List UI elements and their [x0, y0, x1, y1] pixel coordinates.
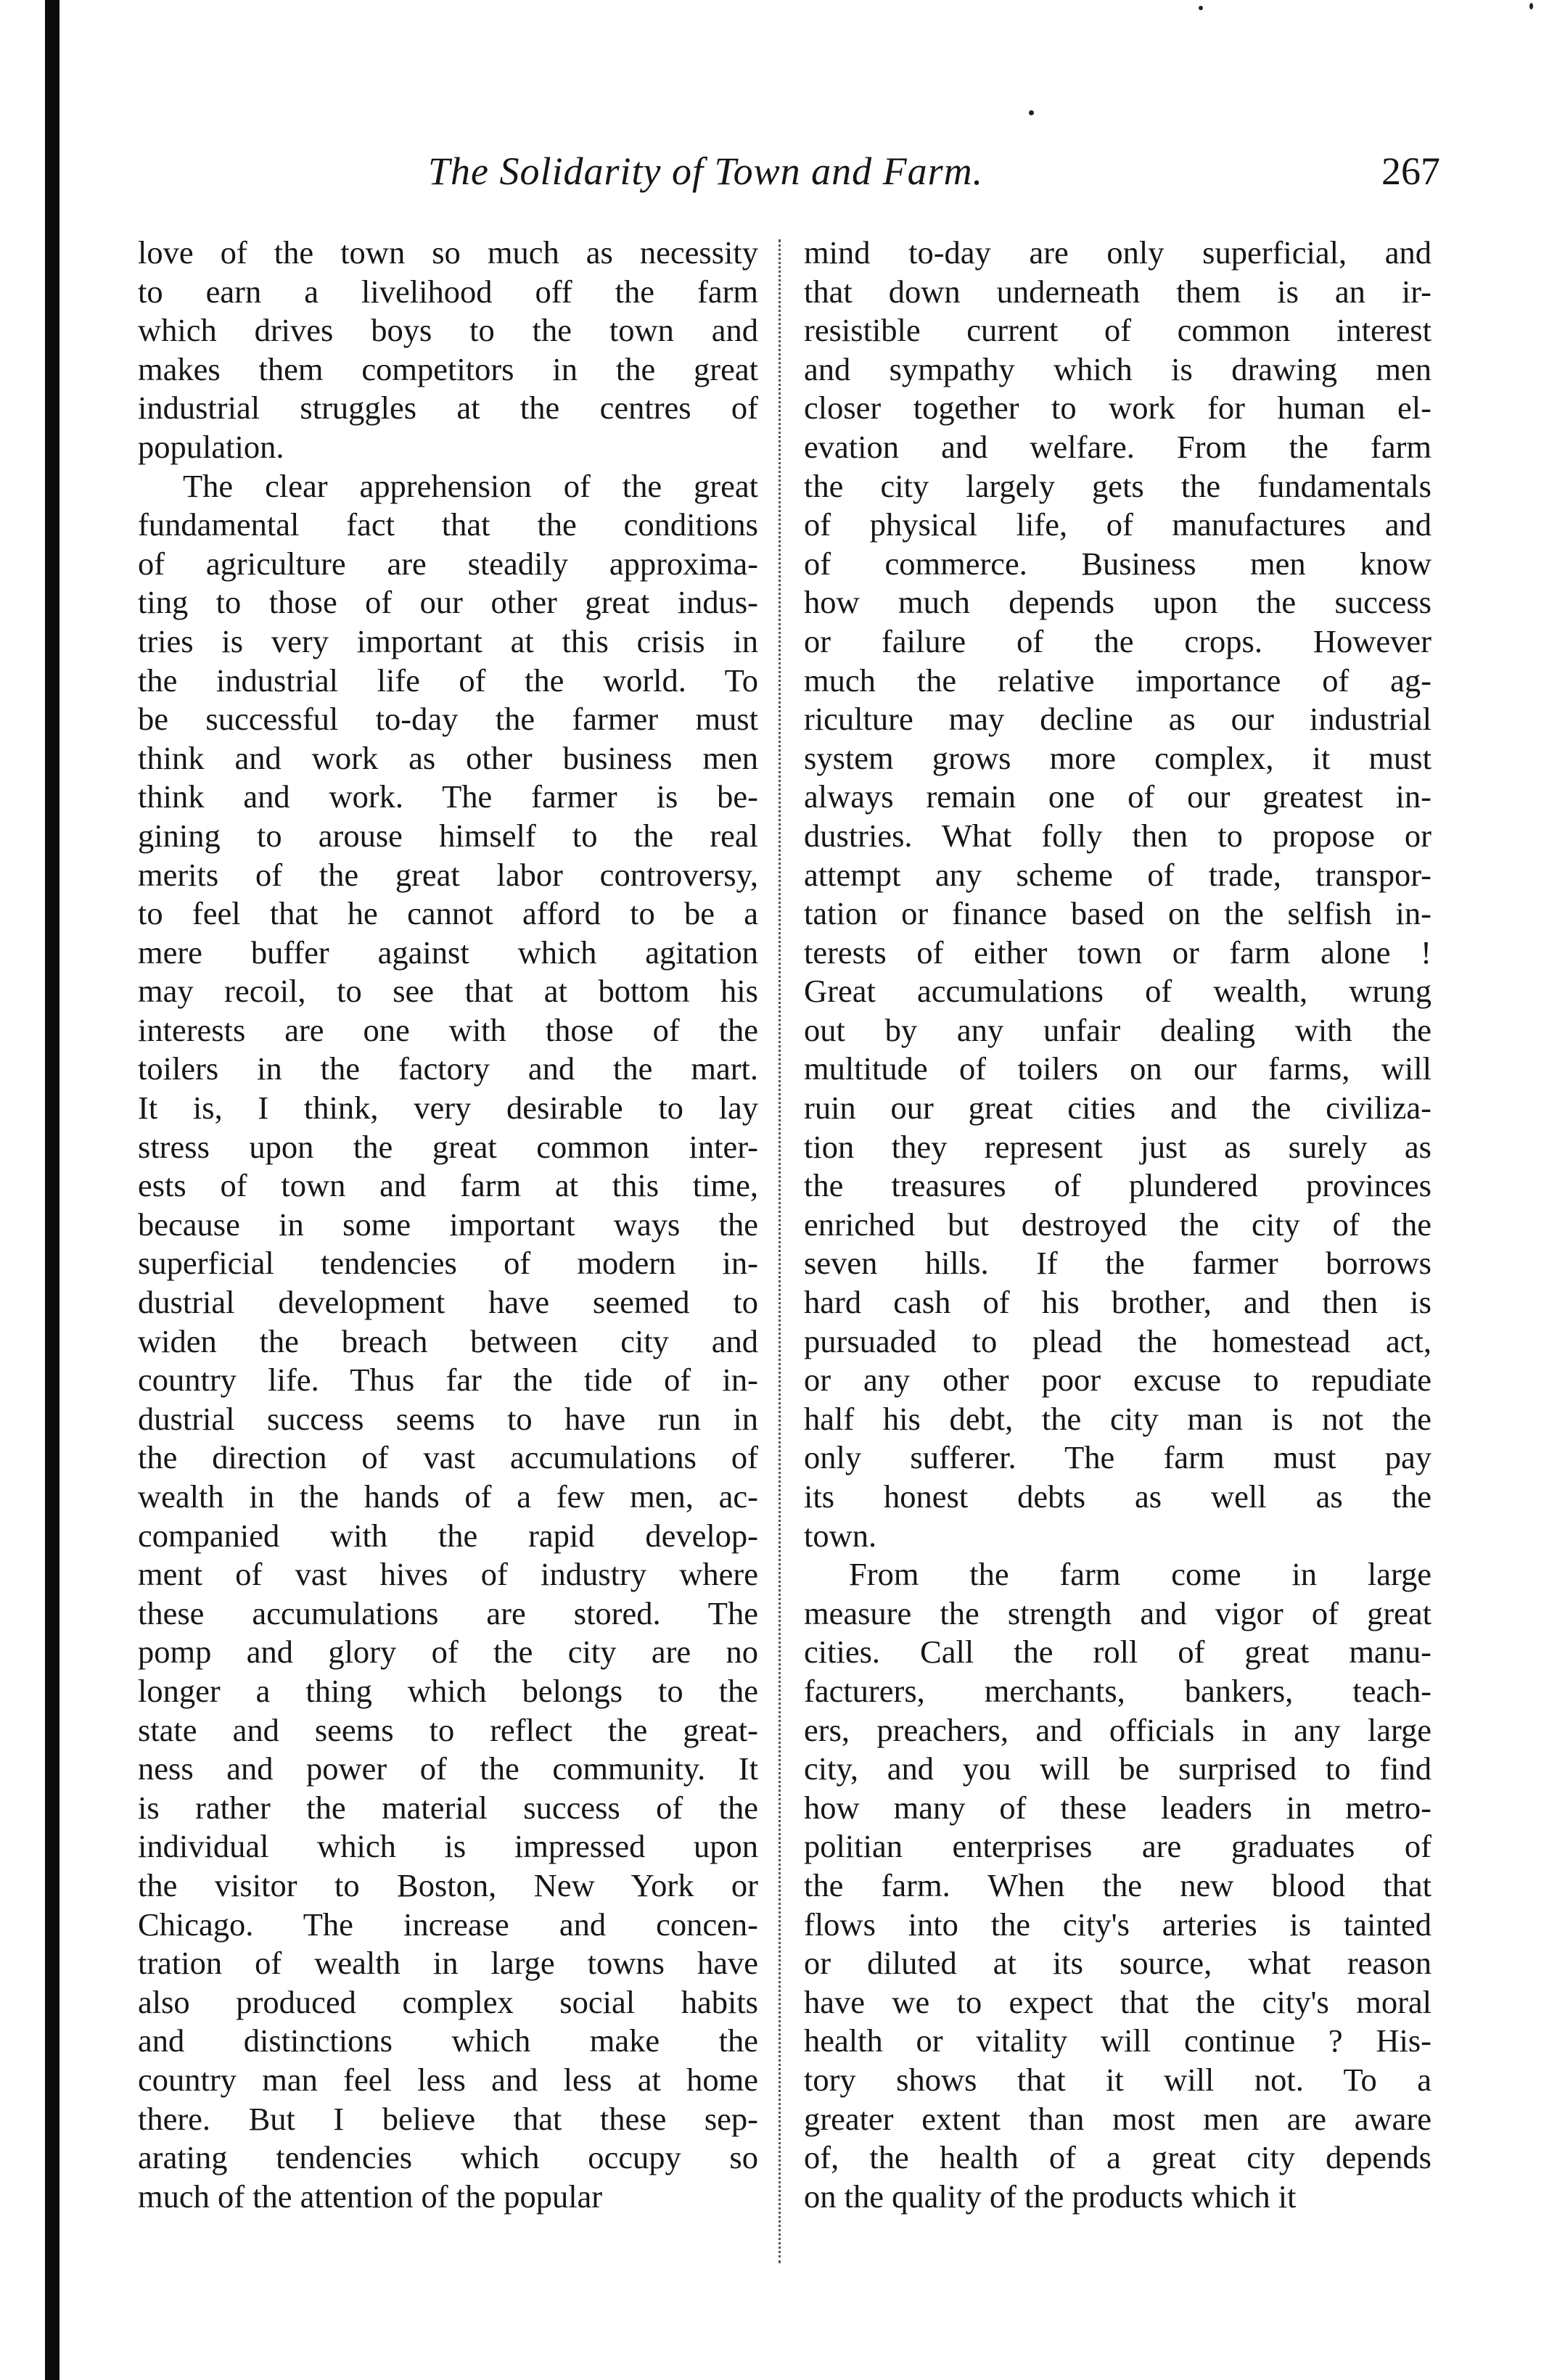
text-line: on the quality of the products which it — [804, 2178, 1297, 2215]
text-line: tries is very important at this crisis in — [138, 622, 758, 659]
text-line: that down underneath them is an ir- — [804, 273, 1431, 310]
text-line: much of the attention of the popular — [138, 2178, 603, 2215]
text-line: ness and power of the community. It — [138, 1750, 758, 1787]
text-line: superficial tendencies of modern in- — [138, 1245, 758, 1282]
text-line: mind to-day are only superficial, and — [804, 234, 1431, 271]
text-line: population. — [138, 428, 284, 465]
text-line: It is, I think, very desirable to lay — [138, 1090, 758, 1127]
text-line: interests are one with those of the — [138, 1011, 758, 1048]
text-line: attempt any scheme of trade, transpor- — [804, 856, 1431, 893]
text-line: also produced complex social habits — [138, 1983, 758, 2020]
text-line: hard cash of his brother, and then is — [804, 1284, 1431, 1321]
text-line: or failure of the crops. However — [804, 622, 1431, 659]
page-header — [428, 149, 1440, 207]
text-line: widen the breach between city and — [138, 1322, 758, 1359]
text-line: how much depends upon the success — [804, 584, 1431, 621]
scan-speck — [1529, 3, 1533, 9]
text-line: the visitor to Boston, New York or — [138, 1866, 758, 1903]
text-line: terests of either town or farm alone ! — [804, 934, 1431, 971]
text-line: much the relative importance of ag- — [804, 662, 1431, 699]
text-line: individual which is impressed upon — [138, 1828, 758, 1865]
text-line: think and work. The farmer is be- — [138, 778, 758, 815]
text-line: toilers in the factory and the mart. — [138, 1050, 758, 1087]
text-line: dustrial success seems to have run in — [138, 1400, 758, 1437]
text-line: fundamental fact that the conditions — [138, 506, 758, 543]
text-line: ment of vast hives of industry where — [138, 1556, 758, 1593]
text-line: of agriculture are steadily approxima- — [138, 545, 758, 582]
text-line: ers, preachers, and officials in any large — [804, 1711, 1431, 1748]
text-line: of physical life, of manufactures and — [804, 506, 1431, 543]
text-line: only sufferer. The farm must pay — [804, 1439, 1431, 1476]
text-line: makes them competitors in the great — [138, 350, 758, 387]
text-line: riculture may decline as our industrial — [804, 701, 1431, 738]
text-line: how many of these leaders in metro- — [804, 1789, 1431, 1826]
left-text-column — [138, 234, 758, 2216]
text-line: industrial struggles at the centres of — [138, 390, 758, 427]
book-spine-shadow — [45, 0, 59, 2380]
text-line: tation or finance based on the selfish in- — [804, 895, 1431, 932]
text-line: the industrial life of the world. To — [138, 662, 758, 699]
text-line: always remain one of our greatest in- — [804, 778, 1431, 815]
text-line: enriched but destroyed the city of the — [804, 1206, 1431, 1243]
text-line: wealth in the hands of a few men, ac- — [138, 1478, 758, 1515]
text-line: The clear apprehension of the great — [183, 467, 758, 504]
text-line: tration of wealth in large towns have — [138, 1945, 758, 1982]
text-line: evation and welfare. From the farm — [804, 428, 1431, 465]
text-line: out by any unfair dealing with the — [804, 1011, 1431, 1048]
text-line: closer together to work for human el- — [804, 390, 1431, 427]
text-line: cities. Call the roll of great manu- — [804, 1634, 1431, 1671]
text-line: to feel that he cannot afford to be a — [138, 895, 758, 932]
text-line: dustrial development have seemed to — [138, 1284, 758, 1321]
text-line: tory shows that it will not. To a — [804, 2061, 1431, 2098]
text-line: dustries. What folly then to propose or — [804, 817, 1431, 854]
text-line: be successful to-day the farmer must — [138, 701, 758, 738]
text-line: measure the strength and vigor of great — [804, 1594, 1431, 1631]
text-line: may recoil, to see that at bottom his — [138, 973, 758, 1010]
text-line: resistible current of common interest — [804, 312, 1431, 349]
text-line: arating tendencies which occupy so — [138, 2139, 758, 2176]
text-line: merits of the great labor controversy, — [138, 856, 758, 893]
text-line: longer a thing which belongs to the — [138, 1672, 758, 1709]
text-line: seven hills. If the farmer borrows — [804, 1245, 1431, 1282]
text-line: to earn a livelihood off the farm — [138, 273, 758, 310]
text-line: is rather the material success of the — [138, 1789, 758, 1826]
text-line: or any other poor excuse to repudiate — [804, 1362, 1431, 1399]
text-line: companied with the rapid develop- — [138, 1517, 758, 1554]
text-line: these accumulations are stored. The — [138, 1594, 758, 1631]
text-line: greater extent than most men are aware — [804, 2100, 1431, 2137]
text-line: gining to arouse himself to the real — [138, 817, 758, 854]
text-line: half his debt, the city man is not the — [804, 1400, 1431, 1437]
text-line: town. — [804, 1517, 877, 1554]
text-line: country life. Thus far the tide of in- — [138, 1362, 758, 1399]
text-line: stress upon the great common inter- — [138, 1128, 758, 1165]
text-line: of, the health of a great city depends — [804, 2139, 1431, 2176]
text-line: the farm. When the new blood that — [804, 1866, 1431, 1903]
text-line: facturers, merchants, bankers, teach- — [804, 1672, 1431, 1709]
text-line: and sympathy which is drawing men — [804, 350, 1431, 387]
page-number: 267 — [1381, 149, 1440, 193]
text-line: or diluted at its source, what reason — [804, 1945, 1431, 1982]
text-line: Great accumulations of wealth, wrung — [804, 973, 1431, 1010]
text-line: love of the town so much as necessity — [138, 234, 758, 271]
text-line: its honest debts as well as the — [804, 1478, 1431, 1515]
text-line: country man feel less and less at home — [138, 2061, 758, 2098]
text-line: tion they represent just as surely as — [804, 1128, 1431, 1165]
text-line: multitude of toilers on our farms, will — [804, 1050, 1431, 1087]
text-line: which drives boys to the town and — [138, 312, 758, 349]
text-line: mere buffer against which agitation — [138, 934, 758, 971]
column-gutter-rule — [779, 239, 781, 2263]
scan-speck — [1199, 6, 1203, 10]
text-line: ting to those of our other great indus- — [138, 584, 758, 621]
text-line: state and seems to reflect the great- — [138, 1711, 758, 1748]
text-line: city, and you will be surprised to find — [804, 1750, 1431, 1787]
text-line: because in some important ways the — [138, 1206, 758, 1243]
text-line: there. But I believe that these sep- — [138, 2100, 758, 2137]
text-line: the city largely gets the fundamentals — [804, 467, 1431, 504]
text-line: From the farm come in large — [849, 1556, 1431, 1593]
text-line: Chicago. The increase and concen- — [138, 1906, 758, 1943]
text-line: of commerce. Business men know — [804, 545, 1431, 582]
text-line: health or vitality will continue ? His- — [804, 2022, 1431, 2059]
text-line: the direction of vast accumulations of — [138, 1439, 758, 1476]
text-line: have we to expect that the city's moral — [804, 1983, 1431, 2020]
running-title: The Solidarity of Town and Farm. — [428, 149, 984, 193]
text-line: the treasures of plundered provinces — [804, 1167, 1431, 1204]
text-line: ruin our great cities and the civiliza- — [804, 1090, 1431, 1127]
text-line: pursuaded to plead the homestead act, — [804, 1322, 1431, 1359]
right-text-column — [804, 234, 1431, 2216]
scan-speck — [1029, 110, 1034, 115]
text-line: politian enterprises are graduates of — [804, 1828, 1431, 1865]
text-line: flows into the city's arteries is tainted — [804, 1906, 1431, 1943]
text-line: pomp and glory of the city are no — [138, 1634, 758, 1671]
text-line: ests of town and farm at this time, — [138, 1167, 758, 1204]
text-line: system grows more complex, it must — [804, 739, 1431, 776]
text-line: and distinctions which make the — [138, 2022, 758, 2059]
text-line: think and work as other business men — [138, 739, 758, 776]
